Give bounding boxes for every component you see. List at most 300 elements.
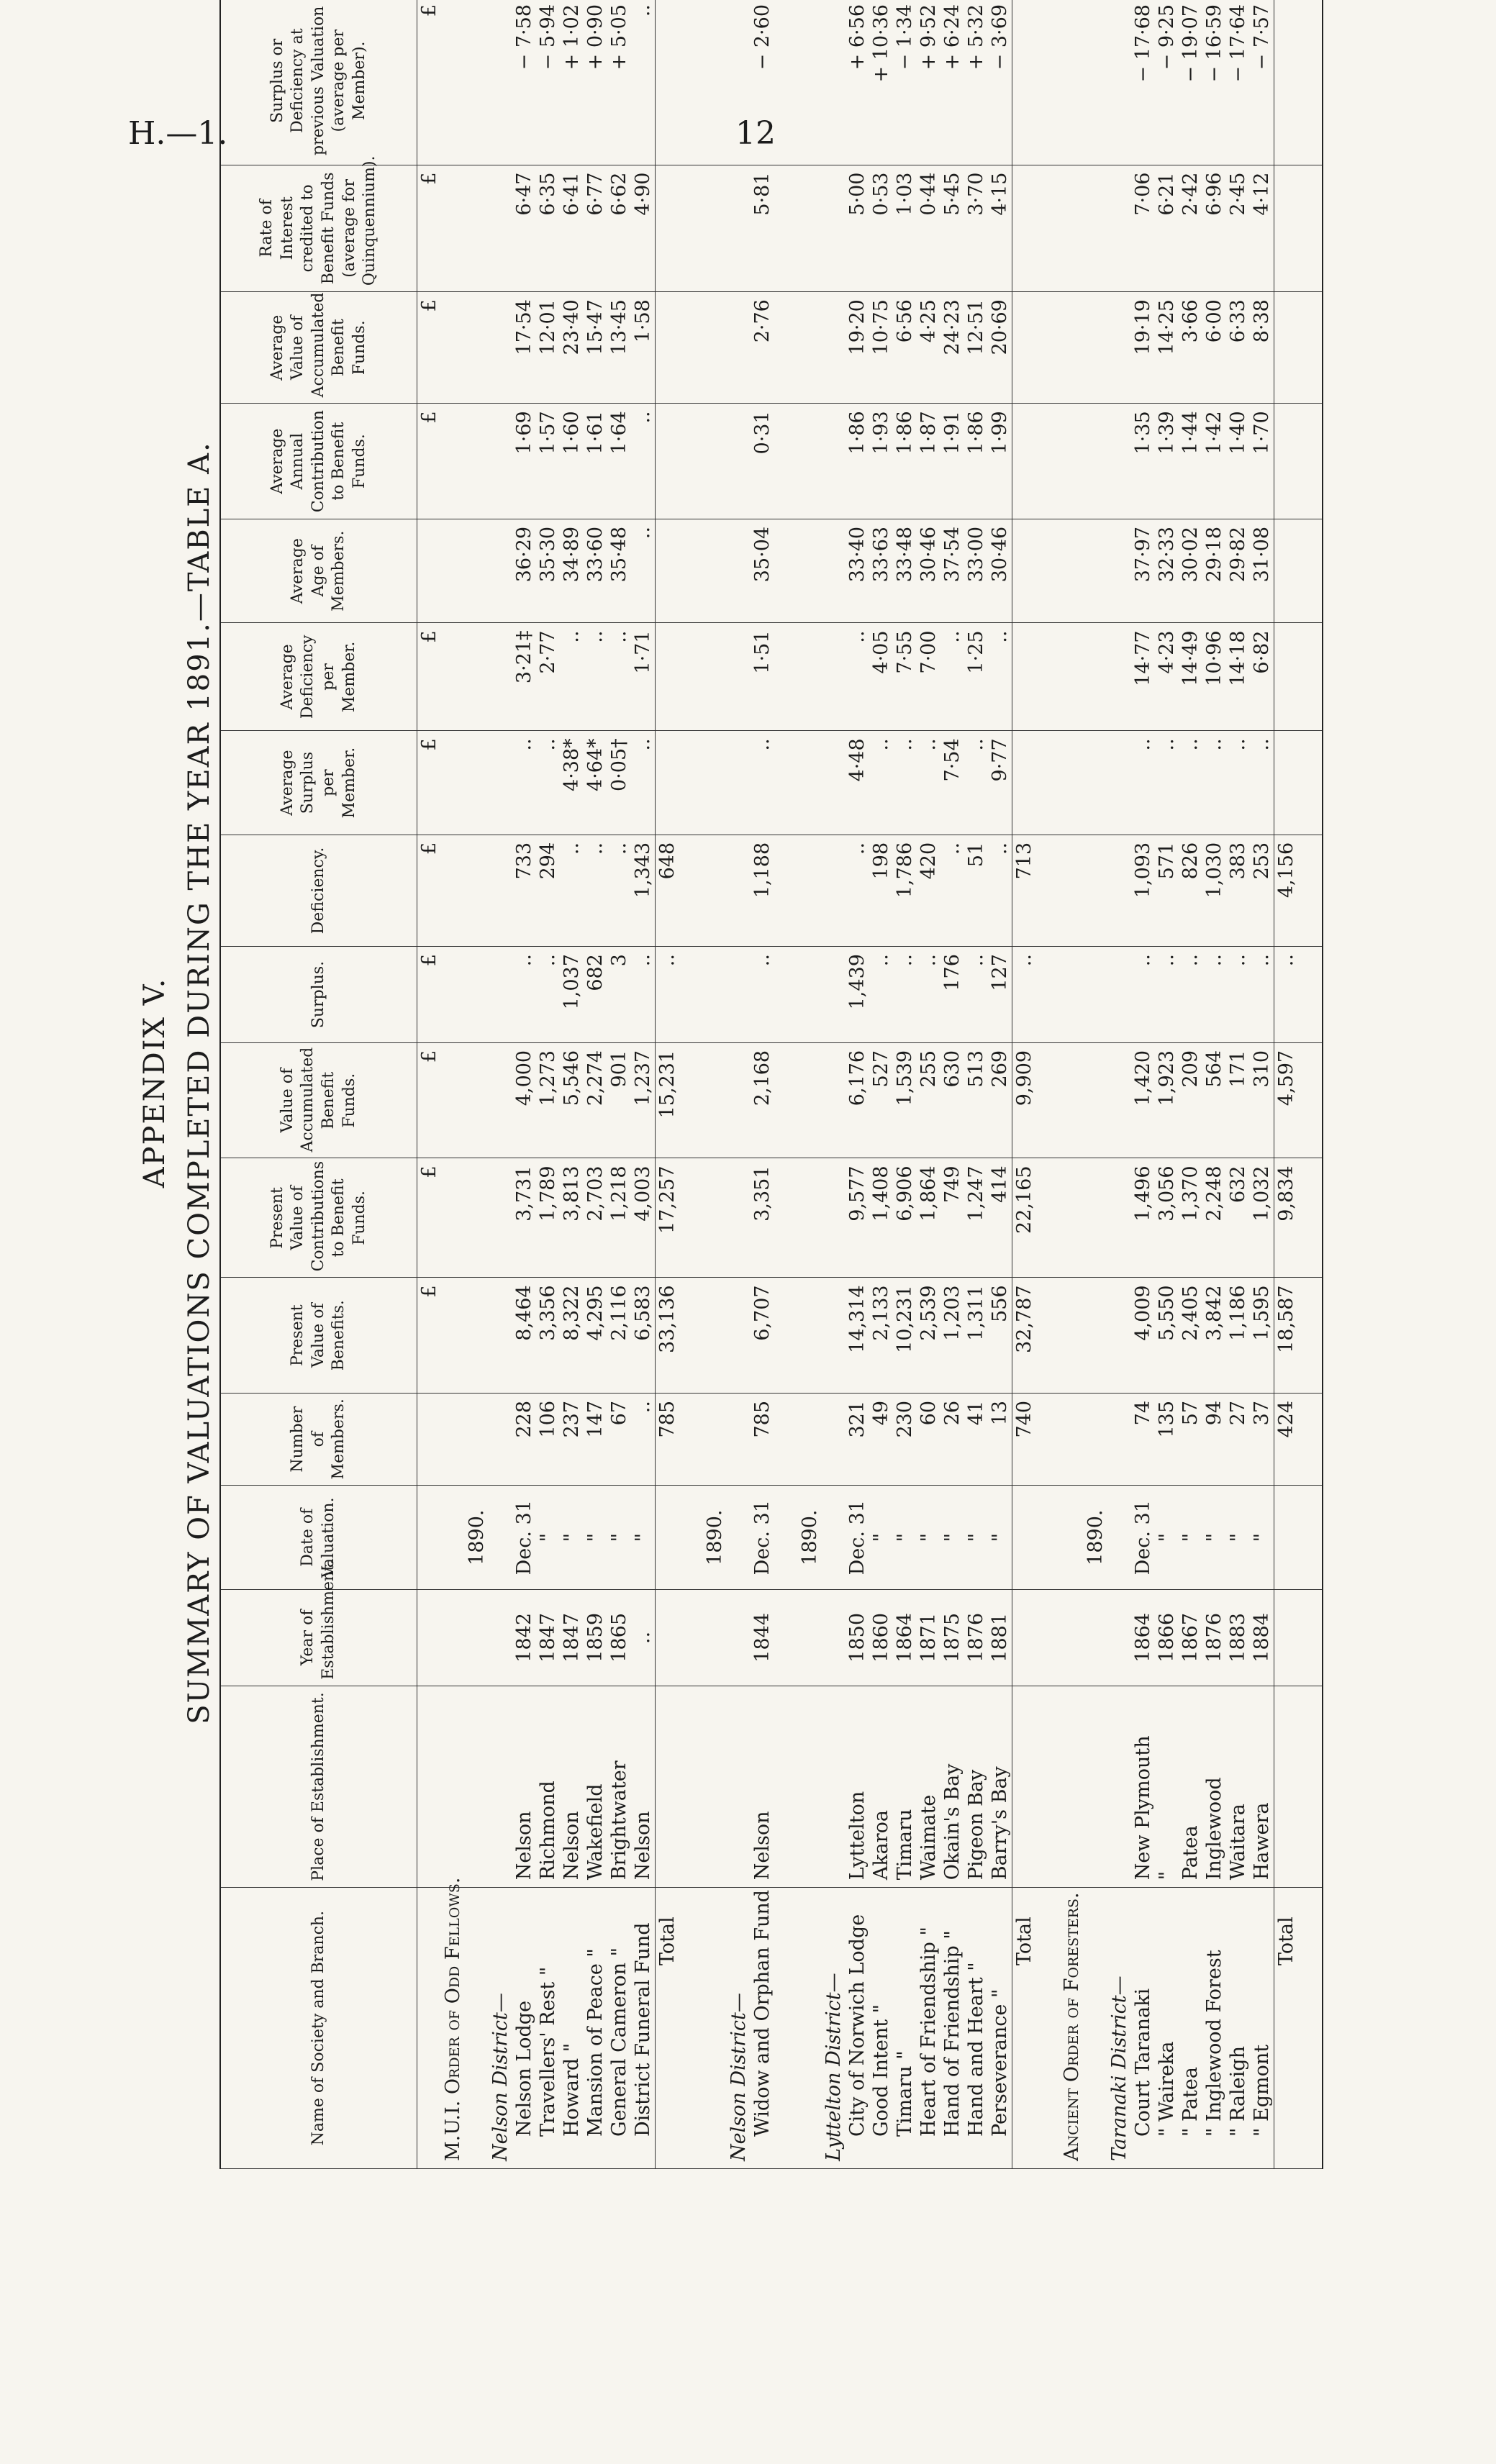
value-cell: 37·54: [940, 519, 964, 623]
value-cell: 2·45: [1226, 165, 1250, 292]
pound-sign: £: [417, 292, 442, 404]
value-cell: − 19·07: [1179, 0, 1202, 165]
empty-cell: [1298, 0, 1323, 165]
empty-cell: [1036, 165, 1060, 292]
year-established: 1847: [536, 1589, 560, 1686]
empty-cell: [656, 165, 680, 292]
appendix-title: APPENDIX V.: [138, 977, 171, 1188]
value-cell: 33·00: [964, 519, 988, 623]
value-cell: 630: [940, 1042, 964, 1158]
table-row: [1131, 0, 1155, 2169]
table-row: [1179, 0, 1202, 2169]
section-cell: [1060, 1888, 1084, 2169]
empty-cell: [774, 519, 798, 623]
value-cell: 6·77: [584, 165, 607, 292]
empty-cell: [1036, 1589, 1060, 1686]
empty-cell: [679, 731, 703, 835]
empty-cell: [656, 1486, 680, 1590]
empty-cell: [1274, 519, 1299, 623]
value-cell: ..: [1202, 947, 1226, 1043]
branch-label: Howard: [561, 2058, 583, 2137]
branch-label: Heart of Friendship: [917, 1942, 940, 2137]
empty-cell: [1107, 165, 1131, 292]
value-cell: 7·00: [917, 623, 940, 731]
branch-name: [536, 1888, 560, 2169]
value-cell: 30·46: [917, 519, 940, 623]
empty-cell: [417, 1888, 442, 2169]
value-cell: 33·63: [869, 519, 893, 623]
valuation-year: 1890.: [798, 1486, 822, 1590]
total-funds: 4,597: [1274, 1042, 1299, 1158]
year-established: 1859: [584, 1589, 607, 1686]
empty-cell: [798, 1393, 822, 1485]
branch-name: [584, 1888, 607, 2169]
value-cell: ..: [917, 947, 940, 1043]
valuation-year-row: [703, 0, 727, 2169]
value-cell: 1,237: [631, 1042, 656, 1158]
empty-cell: [822, 731, 846, 835]
empty-cell: [703, 1042, 727, 1158]
value-cell: ..: [869, 731, 893, 835]
value-cell: 1·86: [846, 404, 869, 519]
value-cell: 1,789: [536, 1158, 560, 1278]
branch-label: Widow and Orphan Fund: [751, 1889, 774, 2137]
value-cell: 9·77: [988, 731, 1012, 835]
empty-cell: [1084, 1888, 1107, 2169]
value-cell: 2,248: [1202, 1158, 1226, 1278]
year-established: 1842: [512, 1589, 536, 1686]
value-cell: 1·51: [751, 623, 774, 731]
empty-cell: [679, 1393, 703, 1485]
valuation-year-row: [465, 0, 489, 2169]
empty-cell: [703, 1393, 727, 1485]
empty-cell: [774, 1393, 798, 1485]
empty-cell: [465, 1158, 489, 1278]
value-cell: ..: [631, 404, 656, 519]
value-cell: 198: [869, 835, 893, 946]
empty-cell: [774, 1042, 798, 1158]
empty-cell: [1060, 1042, 1084, 1158]
value-cell: 1,188: [751, 835, 774, 946]
value-cell: 1·71: [631, 623, 656, 731]
value-cell: 2·42: [1179, 165, 1202, 292]
empty-cell: [441, 731, 465, 835]
empty-cell: [1060, 1393, 1084, 1485]
section-cell: [489, 1888, 512, 2169]
branch-name: [1250, 1888, 1274, 2169]
total-members: 424: [1274, 1393, 1299, 1485]
value-cell: 4·48: [846, 731, 869, 835]
society-name: M.U.I. Order of Odd Fellows.: [442, 1877, 464, 2161]
empty-cell: [774, 1686, 798, 1887]
section-cell: [441, 1877, 465, 2169]
branch-name: [940, 1888, 964, 2169]
empty-cell: [727, 1158, 751, 1278]
empty-cell: [1274, 292, 1299, 404]
valuation-date: Dec. 31: [846, 1486, 869, 1590]
table-row: [751, 0, 774, 2169]
branch-name: [869, 1888, 893, 2169]
empty-cell: [1060, 1686, 1084, 1887]
value-cell: 20·69: [988, 292, 1012, 404]
value-cell: 4·64*: [584, 731, 607, 835]
branch-suffix: ": [989, 1988, 1011, 2004]
empty-cell: [465, 731, 489, 835]
empty-cell: [1084, 0, 1107, 165]
value-cell: 230: [893, 1393, 917, 1485]
value-cell: ..: [560, 835, 584, 946]
empty-cell: [1084, 292, 1107, 404]
value-cell: 2,133: [869, 1278, 893, 1394]
valuation-date: ": [631, 1486, 656, 1590]
value-cell: 6·96: [1202, 165, 1226, 292]
value-cell: 6·35: [536, 165, 560, 292]
total-funds: 9,909: [1012, 1042, 1037, 1158]
place: Akaroa: [869, 1686, 893, 1887]
pound-sign: £: [417, 835, 442, 946]
value-cell: 1·58: [631, 292, 656, 404]
empty-cell: [1274, 1486, 1299, 1590]
empty-cell: [1274, 1589, 1299, 1686]
empty-cell: [727, 0, 751, 165]
empty-cell: [465, 1686, 489, 1887]
value-cell: 1·61: [584, 404, 607, 519]
value-cell: 19·19: [1131, 292, 1155, 404]
pound-sign: £: [417, 1158, 442, 1278]
value-cell: 33·40: [846, 519, 869, 623]
empty-cell: [489, 1278, 512, 1394]
value-cell: 9,577: [846, 1158, 869, 1278]
branch-name: [631, 1888, 656, 2169]
valuation-date: ": [1179, 1486, 1202, 1590]
branch-label: Travellers' Rest: [537, 1981, 559, 2137]
value-cell: 27: [1226, 1393, 1250, 1485]
empty-cell: [489, 1042, 512, 1158]
valuation-date: ": [940, 1486, 964, 1590]
section-row: [1107, 0, 1131, 2169]
empty-cell: [489, 1589, 512, 1686]
empty-cell: [822, 165, 846, 292]
empty-cell: [679, 0, 703, 165]
value-cell: ..: [988, 623, 1012, 731]
empty-cell: [441, 835, 465, 946]
empty-cell: [441, 292, 465, 404]
empty-cell: [798, 835, 822, 946]
district-name: Taranaki District—: [1108, 1976, 1130, 2161]
empty-cell: [1298, 947, 1323, 1043]
empty-cell: [703, 1589, 727, 1686]
section-row: [441, 0, 465, 2169]
empty-cell: [1060, 1278, 1084, 1394]
branch-suffix: ": [537, 1966, 559, 1982]
value-cell: 6·56: [893, 292, 917, 404]
valuation-date: ": [893, 1486, 917, 1590]
section-cell: [1107, 1888, 1131, 2169]
empty-cell: [727, 1589, 751, 1686]
empty-cell: [1012, 292, 1037, 404]
value-cell: + 1·02: [560, 0, 584, 165]
value-cell: 171: [1226, 1042, 1250, 1158]
value-cell: 6,906: [893, 1158, 917, 1278]
branch-label: City of Norwich: [846, 1981, 869, 2137]
empty-cell: [1298, 1686, 1323, 1887]
valuation-year: 1890.: [1084, 1486, 1107, 1590]
place: New Plymouth: [1131, 1686, 1155, 1887]
empty-cell: [679, 1158, 703, 1278]
empty-cell: [1298, 1158, 1323, 1278]
value-cell: 41: [964, 1393, 988, 1485]
value-cell: 13: [988, 1393, 1012, 1485]
empty-cell: [441, 623, 465, 731]
total-funds: 15,231: [656, 1042, 680, 1158]
total-row: [1274, 0, 1299, 2169]
empty-cell: [1107, 947, 1131, 1043]
value-cell: 1,273: [536, 1042, 560, 1158]
value-cell: 632: [1226, 1158, 1250, 1278]
empty-cell: [441, 1486, 465, 1590]
branch-name: [607, 1888, 631, 2169]
empty-cell: [1298, 731, 1323, 835]
pound-sign: £: [417, 947, 442, 1043]
empty-cell: [1036, 0, 1060, 165]
empty-cell: [465, 165, 489, 292]
year-established: 1850: [846, 1589, 869, 1686]
empty-cell: [441, 1042, 465, 1158]
value-cell: 8,464: [512, 1278, 536, 1394]
col-header: Rate of Interest credited to Benefit Funds (average for Quinquennium).: [220, 165, 417, 292]
value-cell: 23·40: [560, 292, 584, 404]
value-cell: 94: [1202, 1393, 1226, 1485]
empty-cell: [465, 623, 489, 731]
value-cell: ..: [964, 947, 988, 1043]
place: Waitara: [1226, 1686, 1250, 1887]
valuation-date: ": [917, 1486, 940, 1590]
empty-cell: [656, 1686, 680, 1887]
value-cell: ..: [940, 623, 964, 731]
value-cell: 4,295: [584, 1278, 607, 1394]
empty-cell: [465, 1888, 489, 2169]
empty-cell: [798, 1686, 822, 1887]
value-cell: 1·70: [1250, 404, 1274, 519]
year-established: 1847: [560, 1589, 584, 1686]
empty-cell: [679, 1589, 703, 1686]
col-header: Place of Establishment.: [220, 1686, 417, 1887]
value-cell: 1,093: [1131, 835, 1155, 946]
branch-label: Perseverance: [989, 2004, 1011, 2137]
valuation-date: ": [1226, 1486, 1250, 1590]
col-header: Year of Establishment.: [220, 1589, 417, 1686]
value-cell: 3,056: [1155, 1158, 1179, 1278]
value-cell: 1,218: [607, 1158, 631, 1278]
value-cell: 3·21‡: [512, 623, 536, 731]
table-row: [1155, 0, 1179, 2169]
section-row: [1060, 0, 1084, 2169]
place: Waimate: [917, 1686, 940, 1887]
value-cell: 1·42: [1202, 404, 1226, 519]
value-cell: ..: [631, 519, 656, 623]
empty-cell: [822, 292, 846, 404]
valuation-date: ": [988, 1486, 1012, 1590]
value-cell: 4·05: [869, 623, 893, 731]
empty-cell: [489, 731, 512, 835]
empty-cell: [1274, 0, 1299, 165]
value-cell: − 7·58: [512, 0, 536, 165]
value-cell: 383: [1226, 835, 1250, 946]
empty-cell: [1012, 0, 1037, 165]
table-row: [869, 0, 893, 2169]
value-cell: 1·25: [964, 623, 988, 731]
empty-cell: [822, 1589, 846, 1686]
empty-cell: [798, 1589, 822, 1686]
empty-cell: [774, 0, 798, 165]
total-deficiency: 648: [656, 835, 680, 946]
total-members: 740: [1012, 1393, 1037, 1485]
col-header: Average Annual Contribution to Benefit Funds.: [220, 404, 417, 519]
table-end: [1298, 0, 1323, 2169]
value-cell: 6·33: [1226, 292, 1250, 404]
empty-cell: [489, 835, 512, 946]
value-cell: ..: [584, 835, 607, 946]
section-cell: [727, 1888, 751, 2169]
empty-cell: [1298, 1278, 1323, 1394]
value-cell: 4·23: [1155, 623, 1179, 731]
page-number: 12: [735, 115, 776, 152]
place: Richmond: [536, 1686, 560, 1887]
col-header: Average Value of Accumulated Benefit Funds.: [220, 292, 417, 404]
empty-cell: [489, 1486, 512, 1590]
empty-cell: [1036, 519, 1060, 623]
empty-cell: [1036, 1486, 1060, 1590]
branch-label: " Patea: [1179, 2067, 1202, 2137]
district-name: Lyttelton District—: [822, 1973, 845, 2161]
value-cell: 29·82: [1226, 519, 1250, 623]
empty-cell: [798, 519, 822, 623]
value-cell: 5·00: [846, 165, 869, 292]
empty-cell: [465, 1278, 489, 1394]
empty-cell: [1298, 519, 1323, 623]
empty-cell: [1084, 1158, 1107, 1278]
empty-cell: [774, 165, 798, 292]
value-cell: ..: [846, 623, 869, 731]
branch-label: " Raleigh: [1227, 2046, 1249, 2137]
empty-cell: [1084, 731, 1107, 835]
value-cell: 7·06: [1131, 165, 1155, 292]
empty-cell: [679, 1486, 703, 1590]
total-row: [656, 0, 680, 2169]
empty-cell: [703, 0, 727, 165]
value-cell: ..: [1226, 731, 1250, 835]
empty-cell: [1274, 731, 1299, 835]
place: Nelson: [631, 1686, 656, 1887]
branch-suffix: ": [870, 2004, 892, 2019]
spacer-row: [774, 0, 798, 2169]
value-cell: 4·90: [631, 165, 656, 292]
value-cell: 2,405: [1179, 1278, 1202, 1394]
value-cell: 901: [607, 1042, 631, 1158]
place: ": [1155, 1686, 1179, 1887]
empty-cell: [703, 947, 727, 1043]
value-cell: ..: [607, 835, 631, 946]
empty-cell: [489, 1393, 512, 1485]
value-cell: 1,037: [560, 947, 584, 1043]
empty-cell: [1084, 1686, 1107, 1887]
table-row: [631, 0, 656, 2169]
empty-cell: [798, 292, 822, 404]
value-cell: ..: [1202, 731, 1226, 835]
empty-cell: [1298, 404, 1323, 519]
value-cell: 1·44: [1179, 404, 1202, 519]
value-cell: 310: [1250, 1042, 1274, 1158]
value-cell: 32·33: [1155, 519, 1179, 623]
empty-cell: [656, 292, 680, 404]
value-cell: 4·15: [988, 165, 1012, 292]
total-label: Total: [1274, 1888, 1299, 2169]
empty-cell: [1107, 1393, 1131, 1485]
value-cell: 571: [1155, 835, 1179, 946]
empty-cell: [465, 0, 489, 165]
value-cell: 13·45: [607, 292, 631, 404]
value-cell: ..: [1131, 947, 1155, 1043]
empty-cell: [774, 731, 798, 835]
empty-cell: [703, 404, 727, 519]
value-cell: 24·23: [940, 292, 964, 404]
valuation-date: ": [1202, 1486, 1226, 1590]
value-cell: 1·35: [1131, 404, 1155, 519]
empty-cell: [1012, 623, 1037, 731]
district-name: Nelson District—: [727, 1993, 750, 2161]
col-header: Number of Members.: [220, 1393, 417, 1485]
value-cell: 2,168: [751, 1042, 774, 1158]
empty-cell: [1274, 623, 1299, 731]
empty-cell: [798, 0, 822, 165]
value-cell: + 10·36: [869, 0, 893, 165]
empty-cell: [727, 1686, 751, 1887]
value-cell: 8·38: [1250, 292, 1274, 404]
empty-cell: [727, 947, 751, 1043]
pound-sign: £: [417, 1278, 442, 1394]
empty-cell: [656, 731, 680, 835]
value-cell: 14·25: [1155, 292, 1179, 404]
empty-cell: [703, 731, 727, 835]
value-cell: ..: [940, 835, 964, 946]
value-cell: 135: [1155, 1393, 1179, 1485]
value-cell: 8,322: [560, 1278, 584, 1394]
year-established: 1881: [988, 1589, 1012, 1686]
value-cell: 19·20: [846, 292, 869, 404]
empty-cell: [1036, 1158, 1060, 1278]
valuation-date: Dec. 31: [1131, 1486, 1155, 1590]
total-contributions: 17,257: [656, 1158, 680, 1278]
year-established: 1867: [1179, 1589, 1202, 1686]
empty-cell: [1298, 1042, 1323, 1158]
branch-suffix: ": [561, 2042, 583, 2058]
table-row: [560, 0, 584, 2169]
value-cell: 0·31: [751, 404, 774, 519]
value-cell: 1,539: [893, 1042, 917, 1158]
value-cell: ..: [631, 1393, 656, 1485]
valuation-date: ": [560, 1486, 584, 1590]
total-contributions: 9,834: [1274, 1158, 1299, 1278]
value-cell: 1,786: [893, 835, 917, 946]
value-cell: 0·53: [869, 165, 893, 292]
value-cell: 733: [512, 835, 536, 946]
col-header: Deficiency.: [220, 835, 417, 946]
empty-cell: [798, 1278, 822, 1394]
empty-cell: [465, 292, 489, 404]
empty-cell: [441, 519, 465, 623]
value-cell: 37·97: [1131, 519, 1155, 623]
value-cell: ..: [751, 731, 774, 835]
